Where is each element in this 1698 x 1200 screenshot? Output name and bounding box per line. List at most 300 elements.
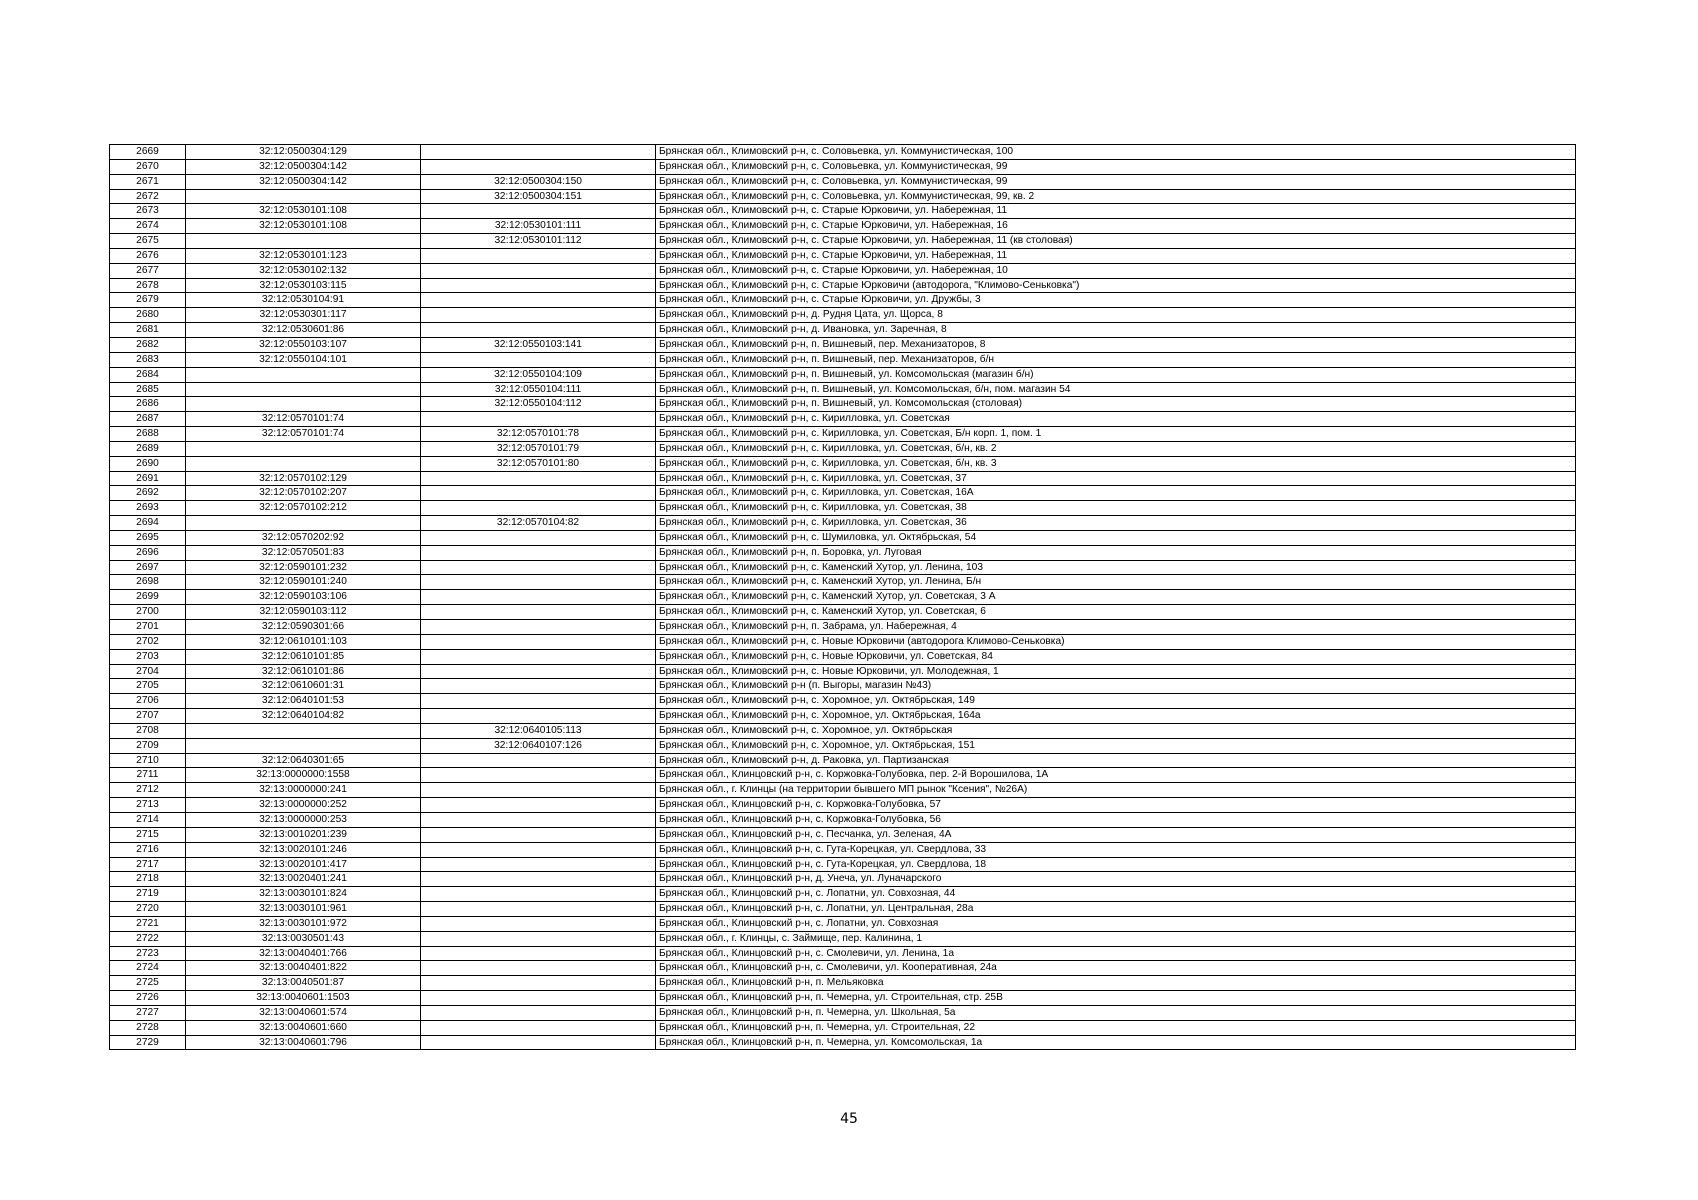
row-number-cell: 2704 — [110, 664, 186, 679]
row-number-cell: 2715 — [110, 827, 186, 842]
row-number-cell: 2726 — [110, 991, 186, 1006]
row-number-cell: 2703 — [110, 649, 186, 664]
cadastral-number-cell: 32:13:0030101:972 — [186, 916, 421, 931]
cadastral-number-cell — [186, 382, 421, 397]
cadastral-number-cell: 32:13:0020101:246 — [186, 842, 421, 857]
related-cadastral-number-cell — [421, 278, 656, 293]
row-number-cell: 2690 — [110, 456, 186, 471]
row-number-cell: 2727 — [110, 1005, 186, 1020]
related-cadastral-number-cell — [421, 545, 656, 560]
table-row — [110, 234, 1576, 249]
related-cadastral-number-cell — [421, 649, 656, 664]
address-cell: Брянская обл., г. Клинцы, с. Займище, пер. Калинина, 1 — [656, 931, 1576, 946]
table-row — [110, 857, 1576, 872]
address-cell: Брянская обл., Клинцовский р-н, с. Песчанка, ул. Зеленая, 4А — [656, 827, 1576, 842]
table-row — [110, 337, 1576, 352]
table-row — [110, 575, 1576, 590]
table-row — [110, 263, 1576, 278]
related-cadastral-number-cell — [421, 679, 656, 694]
row-number-cell: 2720 — [110, 902, 186, 917]
address-cell: Брянская обл., Климовский р-н, д. Ивановка, ул. Заречная, 8 — [656, 323, 1576, 338]
related-cadastral-number-cell — [421, 872, 656, 887]
related-cadastral-number-cell — [421, 1005, 656, 1020]
table-row — [110, 560, 1576, 575]
table-row — [110, 545, 1576, 560]
cadastral-number-cell: 32:13:0040501:87 — [186, 976, 421, 991]
related-cadastral-number-cell — [421, 946, 656, 961]
address-cell: Брянская обл., Климовский р-н, с. Кирилловка, ул. Советская, б/н, кв. 2 — [656, 441, 1576, 456]
related-cadastral-number-cell — [421, 664, 656, 679]
cadastral-number-cell: 32:12:0590103:106 — [186, 590, 421, 605]
address-cell: Брянская обл., Климовский р-н (п. Выгоры, магазин №43) — [656, 679, 1576, 694]
related-cadastral-number-cell — [421, 1020, 656, 1035]
table-row — [110, 768, 1576, 783]
table-row — [110, 159, 1576, 174]
related-cadastral-number-cell — [421, 902, 656, 917]
row-number-cell: 2723 — [110, 946, 186, 961]
address-cell: Брянская обл., Климовский р-н, д. Рудня Цата, ул. Щорса, 8 — [656, 308, 1576, 323]
address-cell: Брянская обл., Климовский р-н, п. Вишневый, пер. Механизаторов, 8 — [656, 337, 1576, 352]
cadastral-number-cell — [186, 516, 421, 531]
cadastral-number-cell: 32:12:0610101:85 — [186, 649, 421, 664]
cadastral-number-cell: 32:12:0590301:66 — [186, 620, 421, 635]
row-number-cell: 2729 — [110, 1035, 186, 1050]
table-row — [110, 723, 1576, 738]
row-number-cell: 2717 — [110, 857, 186, 872]
cadastral-number-cell: 32:12:0570202:92 — [186, 530, 421, 545]
address-cell: Брянская обл., Климовский р-н, с. Старые Юрковичи, ул. Набережная, 10 — [656, 263, 1576, 278]
cadastral-number-cell: 32:12:0570102:207 — [186, 486, 421, 501]
cadastral-number-cell — [186, 367, 421, 382]
row-number-cell: 2692 — [110, 486, 186, 501]
table-row — [110, 902, 1576, 917]
related-cadastral-number-cell: 32:12:0640107:126 — [421, 738, 656, 753]
cadastral-number-cell: 32:12:0530301:117 — [186, 308, 421, 323]
row-number-cell: 2701 — [110, 620, 186, 635]
row-number-cell: 2677 — [110, 263, 186, 278]
related-cadastral-number-cell: 32:12:0570104:82 — [421, 516, 656, 531]
related-cadastral-number-cell — [421, 694, 656, 709]
related-cadastral-number-cell — [421, 768, 656, 783]
row-number-cell: 2681 — [110, 323, 186, 338]
cadastral-number-cell: 32:13:0030501:43 — [186, 931, 421, 946]
row-number-cell: 2725 — [110, 976, 186, 991]
related-cadastral-number-cell — [421, 798, 656, 813]
row-number-cell: 2716 — [110, 842, 186, 857]
row-number-cell: 2696 — [110, 545, 186, 560]
address-cell: Брянская обл., Климовский р-н, с. Старые Юрковичи, ул. Набережная, 16 — [656, 219, 1576, 234]
related-cadastral-number-cell — [421, 620, 656, 635]
row-number-cell: 2684 — [110, 367, 186, 382]
cadastral-number-cell: 32:12:0530103:115 — [186, 278, 421, 293]
related-cadastral-number-cell — [421, 308, 656, 323]
table-row — [110, 248, 1576, 263]
cadastral-number-cell: 32:12:0570101:74 — [186, 412, 421, 427]
related-cadastral-number-cell — [421, 605, 656, 620]
cadastral-number-cell: 32:12:0550103:107 — [186, 337, 421, 352]
table-row — [110, 486, 1576, 501]
related-cadastral-number-cell — [421, 709, 656, 724]
page-number: 45 — [840, 1111, 858, 1127]
table-row — [110, 471, 1576, 486]
address-cell: Брянская обл., Климовский р-н, с. Кирилловка, ул. Советская, 36 — [656, 516, 1576, 531]
related-cadastral-number-cell — [421, 471, 656, 486]
cadastral-number-cell: 32:13:0040601:796 — [186, 1035, 421, 1050]
related-cadastral-number-cell: 32:12:0550104:112 — [421, 397, 656, 412]
address-cell: Брянская обл., Клинцовский р-н, с. Смолевичи, ул. Кооперативная, 24а — [656, 961, 1576, 976]
related-cadastral-number-cell — [421, 560, 656, 575]
table-row — [110, 367, 1576, 382]
related-cadastral-number-cell — [421, 323, 656, 338]
table-row — [110, 798, 1576, 813]
row-number-cell: 2671 — [110, 174, 186, 189]
cadastral-number-cell: 32:13:0040401:766 — [186, 946, 421, 961]
cadastral-number-cell: 32:12:0570101:74 — [186, 427, 421, 442]
address-cell: Брянская обл., Климовский р-н, п. Боровка, ул. Луговая — [656, 545, 1576, 560]
table-row — [110, 842, 1576, 857]
cadastral-number-cell: 32:13:0040601:574 — [186, 1005, 421, 1020]
cadastral-number-cell — [186, 456, 421, 471]
address-cell: Брянская обл., г. Клинцы (на территории бывшего МП рынок "Ксения", №26А) — [656, 783, 1576, 798]
table-row — [110, 530, 1576, 545]
related-cadastral-number-cell — [421, 991, 656, 1006]
address-cell: Брянская обл., Климовский р-н, с. Соловьевка, ул. Коммунистическая, 100 — [656, 145, 1576, 160]
related-cadastral-number-cell — [421, 887, 656, 902]
row-number-cell: 2679 — [110, 293, 186, 308]
row-number-cell: 2683 — [110, 352, 186, 367]
address-cell: Брянская обл., Клинцовский р-н, п. Мельяковка — [656, 976, 1576, 991]
address-cell: Брянская обл., Клинцовский р-н, п. Чемерна, ул. Строительная, стр. 25В — [656, 991, 1576, 1006]
cadastral-number-cell: 32:13:0030101:961 — [186, 902, 421, 917]
related-cadastral-number-cell — [421, 812, 656, 827]
table-row — [110, 412, 1576, 427]
address-cell: Брянская обл., Климовский р-н, с. Каменский Хутор, ул. Советская, 6 — [656, 605, 1576, 620]
address-cell: Брянская обл., Климовский р-н, п. Вишневый, ул. Комсомольская (магазин б/н) — [656, 367, 1576, 382]
address-cell: Брянская обл., Климовский р-н, с. Кирилловка, ул. Советская, 16А — [656, 486, 1576, 501]
table-row — [110, 323, 1576, 338]
related-cadastral-number-cell — [421, 827, 656, 842]
table-row — [110, 931, 1576, 946]
address-cell: Брянская обл., Климовский р-н, с. Новые Юрковичи, ул. Молодежная, 1 — [656, 664, 1576, 679]
address-cell: Брянская обл., Климовский р-н, с. Каменский Хутор, ул. Советская, 3 А — [656, 590, 1576, 605]
address-cell: Брянская обл., Климовский р-н, с. Старые Юрковичи (автодорога, "Климово-Сеньковка") — [656, 278, 1576, 293]
related-cadastral-number-cell — [421, 783, 656, 798]
table-row — [110, 501, 1576, 516]
row-number-cell: 2709 — [110, 738, 186, 753]
table-row — [110, 887, 1576, 902]
address-cell: Брянская обл., Климовский р-н, с. Хоромное, ул. Октябрьская — [656, 723, 1576, 738]
address-cell: Брянская обл., Климовский р-н, с. Старые Юрковичи, ул. Набережная, 11 — [656, 248, 1576, 263]
cadastral-number-cell: 32:12:0530101:108 — [186, 219, 421, 234]
cadastral-number-cell: 32:12:0530601:86 — [186, 323, 421, 338]
table-body — [110, 145, 1576, 1050]
cadastral-number-cell: 32:12:0570501:83 — [186, 545, 421, 560]
address-cell: Брянская обл., Климовский р-н, с. Кирилловка, ул. Советская, 37 — [656, 471, 1576, 486]
table-row — [110, 694, 1576, 709]
cadastral-number-cell: 32:13:0000000:241 — [186, 783, 421, 798]
related-cadastral-number-cell: 32:12:0500304:151 — [421, 189, 656, 204]
row-number-cell: 2699 — [110, 590, 186, 605]
related-cadastral-number-cell: 32:12:0530101:112 — [421, 234, 656, 249]
address-cell: Брянская обл., Климовский р-н, с. Соловьевка, ул. Коммунистическая, 99, кв. 2 — [656, 189, 1576, 204]
related-cadastral-number-cell: 32:12:0530101:111 — [421, 219, 656, 234]
related-cadastral-number-cell: 32:12:0570101:79 — [421, 441, 656, 456]
table-row — [110, 649, 1576, 664]
cadastral-number-cell: 32:12:0590101:240 — [186, 575, 421, 590]
related-cadastral-number-cell — [421, 159, 656, 174]
related-cadastral-number-cell — [421, 501, 656, 516]
address-cell: Брянская обл., Клинцовский р-н, с. Лопатни, ул. Совхозная — [656, 916, 1576, 931]
table-row — [110, 1035, 1576, 1050]
cadastral-number-cell: 32:12:0590103:112 — [186, 605, 421, 620]
row-number-cell: 2675 — [110, 234, 186, 249]
table-row — [110, 352, 1576, 367]
table-row — [110, 397, 1576, 412]
address-cell: Брянская обл., Клинцовский р-н, с. Смолевичи, ул. Ленина, 1а — [656, 946, 1576, 961]
row-number-cell: 2698 — [110, 575, 186, 590]
cadastral-number-cell — [186, 397, 421, 412]
address-cell: Брянская обл., Климовский р-н, с. Старые Юрковичи, ул. Набережная, 11 (кв столовая) — [656, 234, 1576, 249]
related-cadastral-number-cell — [421, 263, 656, 278]
cadastral-number-cell: 32:12:0530104:91 — [186, 293, 421, 308]
address-cell: Брянская обл., Клинцовский р-н, с. Лопатни, ул. Центральная, 28а — [656, 902, 1576, 917]
cadastral-number-cell: 32:13:0020101:417 — [186, 857, 421, 872]
related-cadastral-number-cell — [421, 530, 656, 545]
row-number-cell: 2673 — [110, 204, 186, 219]
cadastral-number-cell — [186, 441, 421, 456]
table-row — [110, 679, 1576, 694]
row-number-cell: 2669 — [110, 145, 186, 160]
row-number-cell: 2678 — [110, 278, 186, 293]
table-row — [110, 204, 1576, 219]
cadastral-number-cell: 32:13:0040601:1503 — [186, 991, 421, 1006]
cadastral-number-cell: 32:12:0610601:31 — [186, 679, 421, 694]
cadastral-number-cell: 32:13:0030101:824 — [186, 887, 421, 902]
row-number-cell: 2722 — [110, 931, 186, 946]
related-cadastral-number-cell — [421, 204, 656, 219]
address-cell: Брянская обл., Клинцовский р-н, с. Гута-Корецкая, ул. Свердлова, 33 — [656, 842, 1576, 857]
related-cadastral-number-cell: 32:12:0570101:80 — [421, 456, 656, 471]
address-cell: Брянская обл., Клинцовский р-н, с. Коржовка-Голубовка, пер. 2-й Ворошилова, 1А — [656, 768, 1576, 783]
cadastral-number-cell — [186, 738, 421, 753]
cadastral-number-cell: 32:12:0640104:82 — [186, 709, 421, 724]
table-row — [110, 783, 1576, 798]
row-number-cell: 2674 — [110, 219, 186, 234]
related-cadastral-number-cell — [421, 352, 656, 367]
address-cell: Брянская обл., Климовский р-н, с. Каменский Хутор, ул. Ленина, 103 — [656, 560, 1576, 575]
address-cell: Брянская обл., Климовский р-н, с. Шумиловка, ул. Октябрьская, 54 — [656, 530, 1576, 545]
cadastral-number-cell: 32:12:0590101:232 — [186, 560, 421, 575]
related-cadastral-number-cell — [421, 293, 656, 308]
row-number-cell: 2719 — [110, 887, 186, 902]
table-row — [110, 456, 1576, 471]
related-cadastral-number-cell: 32:12:0500304:150 — [421, 174, 656, 189]
related-cadastral-number-cell: 32:12:0550103:141 — [421, 337, 656, 352]
related-cadastral-number-cell — [421, 145, 656, 160]
address-cell: Брянская обл., Климовский р-н, с. Кирилловка, ул. Советская — [656, 412, 1576, 427]
row-number-cell: 2708 — [110, 723, 186, 738]
row-number-cell: 2676 — [110, 248, 186, 263]
related-cadastral-number-cell: 32:12:0550104:109 — [421, 367, 656, 382]
related-cadastral-number-cell — [421, 976, 656, 991]
related-cadastral-number-cell — [421, 857, 656, 872]
address-cell: Брянская обл., Климовский р-н, с. Кирилловка, ул. Советская, б/н, кв. 3 — [656, 456, 1576, 471]
address-cell: Брянская обл., Климовский р-н, д. Раковка, ул. Партизанская — [656, 753, 1576, 768]
address-cell: Брянская обл., Клинцовский р-н, п. Чемерна, ул. Комсомольская, 1а — [656, 1035, 1576, 1050]
row-number-cell: 2711 — [110, 768, 186, 783]
table-row — [110, 916, 1576, 931]
cadastral-number-cell: 32:12:0570102:212 — [186, 501, 421, 516]
related-cadastral-number-cell — [421, 575, 656, 590]
address-cell: Брянская обл., Климовский р-н, п. Вишневый, пер. Механизаторов, б/н — [656, 352, 1576, 367]
cadastral-number-cell: 32:12:0550104:101 — [186, 352, 421, 367]
table-row — [110, 946, 1576, 961]
table-row — [110, 738, 1576, 753]
cadastral-number-cell — [186, 234, 421, 249]
address-cell: Брянская обл., Климовский р-н, с. Хоромное, ул. Октябрьская, 149 — [656, 694, 1576, 709]
address-cell: Брянская обл., Климовский р-н, с. Кирилловка, ул. Советская, 38 — [656, 501, 1576, 516]
address-cell: Брянская обл., Климовский р-н, с. Кирилловка, ул. Советская, Б/н корп. 1, пом. 1 — [656, 427, 1576, 442]
address-cell: Брянская обл., Клинцовский р-н, д. Унеча, ул. Луначарского — [656, 872, 1576, 887]
related-cadastral-number-cell — [421, 634, 656, 649]
table-row — [110, 590, 1576, 605]
related-cadastral-number-cell: 32:12:0640105:113 — [421, 723, 656, 738]
address-cell: Брянская обл., Климовский р-н, с. Каменский Хутор, ул. Ленина, Б/н — [656, 575, 1576, 590]
cadastral-number-cell: 32:12:0530102:132 — [186, 263, 421, 278]
table-row — [110, 145, 1576, 160]
address-cell: Брянская обл., Клинцовский р-н, с. Гута-Корецкая, ул. Свердлова, 18 — [656, 857, 1576, 872]
address-cell: Брянская обл., Климовский р-н, с. Хоромное, ул. Октябрьская, 164а — [656, 709, 1576, 724]
cadastral-number-cell: 32:12:0610101:103 — [186, 634, 421, 649]
property-table — [109, 144, 1576, 1050]
row-number-cell: 2705 — [110, 679, 186, 694]
cadastral-number-cell — [186, 723, 421, 738]
table-row — [110, 516, 1576, 531]
cadastral-number-cell — [186, 189, 421, 204]
row-number-cell: 2721 — [110, 916, 186, 931]
address-cell: Брянская обл., Климовский р-н, п. Забрама, ул. Набережная, 4 — [656, 620, 1576, 635]
table-row — [110, 709, 1576, 724]
table-row — [110, 1020, 1576, 1035]
row-number-cell: 2694 — [110, 516, 186, 531]
cadastral-number-cell: 32:12:0570102:129 — [186, 471, 421, 486]
row-number-cell: 2714 — [110, 812, 186, 827]
cadastral-number-cell: 32:13:0010201:239 — [186, 827, 421, 842]
address-cell: Брянская обл., Климовский р-н, с. Новые Юрковичи (автодорога Климово-Сеньковка) — [656, 634, 1576, 649]
table-row — [110, 189, 1576, 204]
related-cadastral-number-cell — [421, 1035, 656, 1050]
cadastral-number-cell: 32:12:0500304:142 — [186, 159, 421, 174]
table-row — [110, 219, 1576, 234]
table-row — [110, 293, 1576, 308]
row-number-cell: 2682 — [110, 337, 186, 352]
row-number-cell: 2697 — [110, 560, 186, 575]
address-cell: Брянская обл., Клинцовский р-н, п. Чемерна, ул. Школьная, 5а — [656, 1005, 1576, 1020]
table-row — [110, 605, 1576, 620]
related-cadastral-number-cell — [421, 842, 656, 857]
cadastral-number-cell: 32:13:0000000:1558 — [186, 768, 421, 783]
row-number-cell: 2670 — [110, 159, 186, 174]
related-cadastral-number-cell — [421, 590, 656, 605]
table-row — [110, 812, 1576, 827]
address-cell: Брянская обл., Климовский р-н, п. Вишневый, ул. Комсомольская, б/н, пом. магазин 54 — [656, 382, 1576, 397]
address-cell: Брянская обл., Климовский р-н, с. Старые Юрковичи, ул. Дружбы, 3 — [656, 293, 1576, 308]
row-number-cell: 2700 — [110, 605, 186, 620]
row-number-cell: 2710 — [110, 753, 186, 768]
cadastral-number-cell: 32:12:0530101:123 — [186, 248, 421, 263]
row-number-cell: 2688 — [110, 427, 186, 442]
related-cadastral-number-cell — [421, 916, 656, 931]
row-number-cell: 2706 — [110, 694, 186, 709]
cadastral-number-cell: 32:12:0500304:142 — [186, 174, 421, 189]
cadastral-number-cell: 32:13:0000000:252 — [186, 798, 421, 813]
cadastral-number-cell: 32:12:0500304:129 — [186, 145, 421, 160]
table-row — [110, 278, 1576, 293]
row-number-cell: 2695 — [110, 530, 186, 545]
row-number-cell: 2685 — [110, 382, 186, 397]
cadastral-number-cell: 32:12:0640101:53 — [186, 694, 421, 709]
related-cadastral-number-cell — [421, 412, 656, 427]
address-cell: Брянская обл., Клинцовский р-н, с. Коржовка-Голубовка, 56 — [656, 812, 1576, 827]
row-number-cell: 2718 — [110, 872, 186, 887]
row-number-cell: 2707 — [110, 709, 186, 724]
cadastral-number-cell: 32:13:0000000:253 — [186, 812, 421, 827]
related-cadastral-number-cell — [421, 961, 656, 976]
cadastral-number-cell: 32:12:0640301:65 — [186, 753, 421, 768]
cadastral-number-cell: 32:13:0020401:241 — [186, 872, 421, 887]
row-number-cell: 2680 — [110, 308, 186, 323]
row-number-cell: 2702 — [110, 634, 186, 649]
table-row — [110, 441, 1576, 456]
row-number-cell: 2672 — [110, 189, 186, 204]
table-row — [110, 382, 1576, 397]
row-number-cell: 2728 — [110, 1020, 186, 1035]
table-row — [110, 1005, 1576, 1020]
table-row — [110, 961, 1576, 976]
related-cadastral-number-cell — [421, 753, 656, 768]
address-cell: Брянская обл., Климовский р-н, п. Вишневый, ул. Комсомольская (столовая) — [656, 397, 1576, 412]
row-number-cell: 2693 — [110, 501, 186, 516]
address-cell: Брянская обл., Климовский р-н, с. Соловьевка, ул. Коммунистическая, 99 — [656, 174, 1576, 189]
table-row — [110, 308, 1576, 323]
address-cell: Брянская обл., Климовский р-н, с. Соловьевка, ул. Коммунистическая, 99 — [656, 159, 1576, 174]
related-cadastral-number-cell — [421, 248, 656, 263]
table-row — [110, 976, 1576, 991]
related-cadastral-number-cell: 32:12:0570101:78 — [421, 427, 656, 442]
address-cell: Брянская обл., Клинцовский р-н, с. Коржовка-Голубовка, 57 — [656, 798, 1576, 813]
table-row — [110, 753, 1576, 768]
table-row — [110, 427, 1576, 442]
row-number-cell: 2687 — [110, 412, 186, 427]
table-row — [110, 872, 1576, 887]
row-number-cell: 2712 — [110, 783, 186, 798]
row-number-cell: 2724 — [110, 961, 186, 976]
related-cadastral-number-cell: 32:12:0550104:111 — [421, 382, 656, 397]
row-number-cell: 2689 — [110, 441, 186, 456]
related-cadastral-number-cell — [421, 486, 656, 501]
address-cell: Брянская обл., Климовский р-н, с. Старые Юрковичи, ул. Набережная, 11 — [656, 204, 1576, 219]
related-cadastral-number-cell — [421, 931, 656, 946]
table-row — [110, 991, 1576, 1006]
table-row — [110, 634, 1576, 649]
address-cell: Брянская обл., Клинцовский р-н, с. Лопатни, ул. Совхозная, 44 — [656, 887, 1576, 902]
row-number-cell: 2686 — [110, 397, 186, 412]
row-number-cell: 2713 — [110, 798, 186, 813]
table-row — [110, 827, 1576, 842]
cadastral-number-cell: 32:12:0610101:86 — [186, 664, 421, 679]
row-number-cell: 2691 — [110, 471, 186, 486]
cadastral-number-cell: 32:13:0040601:660 — [186, 1020, 421, 1035]
